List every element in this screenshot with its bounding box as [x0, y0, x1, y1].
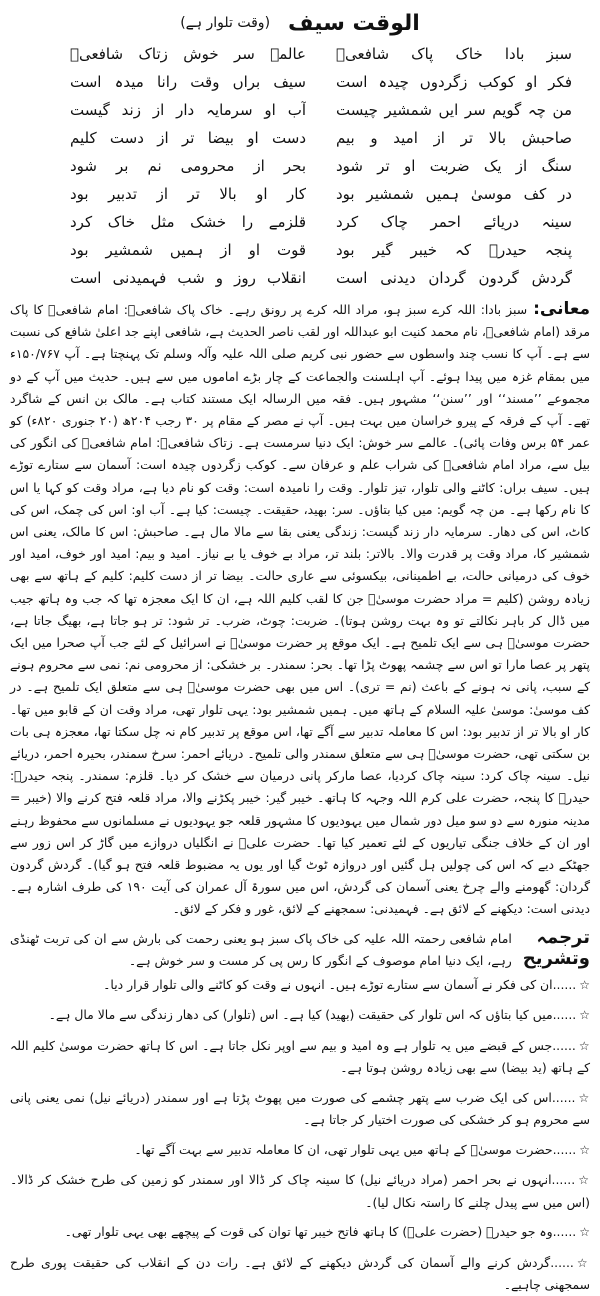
list-item: ☆......جس کے قبضے میں یہ تلوار ہے وہ امید و بیم سے اوپر نکل جاتا ہے۔ اس کا ہاتھ حضرت موسیٰ کلیم اللہ کے ہاتھ (ید بیضا) سے بھی زیادہ روشن ہوتا ہے۔ [10, 1037, 590, 1076]
poem-hemistich: پنجہ حیدرؓ کہ خیبر گیر بود [336, 241, 572, 259]
poem-hemistich: سینہ دریائے احمر چاک کرد [336, 213, 572, 231]
list-item: ☆......ان کی فکر نے آسمان سے ستارے توڑے ہیں۔ انہوں نے وقت کو کاٹنے والی تلوار قرار دیا۔ [103, 976, 590, 992]
poem-hemistich: انقلاب روز و شب فہمیدنی است [70, 269, 306, 287]
poem-hemistich: گردش گردون گردان دیدنی است [336, 269, 572, 287]
star-icon: ☆ [576, 1255, 591, 1270]
list-item: ☆......وہ جو حیدرؓ (حضرت علیؓ) کا ہاتھ فاتح خیبر تھا توان کی قوت کے پیچھے بھی یہی تلوار تھی۔ [64, 1224, 590, 1240]
translation-list [10, 974, 590, 1296]
page-subtitle: (وقت تلوار ہے) [180, 15, 271, 31]
meanings-section [10, 298, 590, 921]
star-icon: ☆ [579, 1008, 590, 1023]
poem-hemistich: آب او سرمایہ دار از زند گیست [70, 101, 306, 119]
poem-hemistich: قوت او از ہمیں شمشیر بود [70, 241, 306, 259]
star-icon: ☆ [578, 1038, 590, 1053]
poem-hemistich: صاحبش بالا تر از امید و بیم [336, 129, 572, 147]
poem-hemistich: در کف موسیٰ ہمیں شمشیر بود [336, 185, 572, 203]
translation-heading-row [10, 927, 590, 972]
translation-heading: ترجمہ وتشریح [522, 926, 590, 969]
poem [10, 44, 590, 296]
star-icon: ☆ [579, 977, 590, 992]
list-item: ☆......اس کی ایک ضرب سے پتھر چشمے کی صورت میں پھوٹ پڑتا ہے اور سمندر (دریائے نیل) نمی یعنی پانی سے محروم ہو کر خشکی کی صورت اختیار کر جاتا ہے۔ [10, 1089, 590, 1128]
star-icon: ☆ [579, 1142, 590, 1157]
translation-intro: امام شافعی رحمتہ اللہ علیہ کی خاک پاک سبز ہو یعنی رحمت کی بارش سے ان کی تربت ٹھنڈی رہے، ایک دنیا امام موصوف کے انگور کا رس پی کر مست و سر خوش ہے۔ [10, 930, 512, 968]
page-title: الوقت سیف [288, 10, 420, 36]
poem-hemistich: سیف براں وقت رانا میدہ است [70, 73, 306, 91]
poem-hemistich: بحر از محرومی نم بر شود [70, 157, 306, 175]
poem-hemistich: سنگ از یک ضربت او تر شود [336, 157, 572, 175]
list-item: ☆......انہوں نے بحر احمر (مراد دریائے نیل) کا سینہ چاک کر ڈالا اور سمندر کو زمین کی طرح خشک کر ڈالا۔ (اس میں سے پیدل چلنے کا راستہ نکال لیا)۔ [10, 1172, 590, 1210]
poem-hemistich: دست او بیضا تر از دست کلیم [70, 129, 306, 147]
list-item: ☆......گردش کرنے والے آسمان کی گردش دیکھنے کے لائق ہے۔ رات دن کے انقلاب کی حقیقت پوری طرح سمجھنی چاہیے۔ [10, 1254, 591, 1293]
star-icon: ☆ [578, 1090, 590, 1105]
poem-hemistich: کار او بالا تر از تدبیر بود [70, 185, 306, 203]
poem-hemistich: فکر او کوکب زگردوں چیدہ است [336, 73, 572, 91]
meanings-heading: معانی: [533, 299, 590, 319]
poem-hemistich: عالمے سر خوش زتاک شافعیؒ [70, 45, 306, 63]
poem-hemistich: من چہ گویم سر ایں شمشیر چیست [336, 101, 572, 119]
poem-hemistich: سبز بادا خاک پاک شافعیؒ [336, 45, 572, 63]
meanings-text: سبز بادا: اللہ کرے سبز ہو، مراد اللہ کرے پر رونق رہے۔ خاک پاک شافعیؒ: امام شافعیؒ کا پاک مرقد (امام شافعیؒ، نام محمد کنیت ابو عبداللہ اور لقب ناصر الحدیث ہے، شافعی اپنے جد اعلیٰ شافع کی نسبت سے ہے۔ آپ کا نسب چند واسطوں سے حضور نبی کریم صلی اللہ علیہ وآلہ وسلم تک پہنچتا ہے۔ آپ ۱۵۰/۷۶۷ء میں بمقام غزہ میں پیدا ہوئے۔ آپ اہلسنت والجماعت کے چار بڑے اماموں میں سے ہیں۔ حدیث میں آپ کے دو مجموعے ’’مسند‘‘ اور ’’سنن‘‘ مشہور ہیں۔ فقہ میں الرسالہ ایک مستند کتاب ہے۔ مالک بن انس کے شاگرد تھے۔ آپ کے فرقہ کے پیرو خراسان میں بہت ہیں۔ آپ نے مصر کے مقام پر ۳۰ رجب ۲۰۴ھ (۲۰ جنوری ۸۲۰ء) کو عمر ۵۴ برس وفات پائی)۔ عالمے سر خوش: ایک دنیا سرمست ہے۔ زتاک شافعیؒ: امام شافعیؒ کی انگور کی بیل سے، مراد امام شافعیؒ کی شراب علم و عرفان سے۔ کوکب زگردوں چیدہ است: آسمان سے ستارے توڑے ہیں۔ سیف براں: کاٹنے والی تلوار، تیز تلوار۔ وقت را نامیدہ است: وقت کو نام دیا ہے، مراد وقت کو کہا یا اس کا نام رکھا ہے۔ من چہ گویم: میں کیا بتاؤں۔ سر: بھید، حقیقت۔ چیست: کیا ہے۔ آب او: اس کی چمک، اس کی کاٹ، اس کی دھار۔ سرمایہ دار زند گیست: زندگی یعنی بقا سے مالا مال ہے۔ صاحبش: اس کا مالک، یعنی اس شمشیر کا، مراد وقت پر قدرت والا۔ بالاتر: بلند تر، مراد بے خوف یا بے نیاز۔ امید و بیم: امید اور خوف، امید اور خوف کی درمیانی حالت، بے اطمینانی، بیکسوئی سے عاری حالت۔ بیضا تر از دست کلیم: کلیم کے ہاتھ سے بھی زیادہ روشن (کلیم = مراد حضرت موسیٰؑ جن کا لقب کلیم اللہ ہے، ان کا ایک معجزہ تھا کہ جب وہ ہاتھ جیب میں ڈال کر باہر نکالتے تو وہ بہت روشن ہوتا)۔ ضربت: چوٹ، ضرب۔ تر شود: تر ہو جاتا ہے، بھیگ جاتا ہے، حضرت موسیٰؑ ہی سے ایک تلمیح ہے۔ ایک موقع پر حضرت موسیٰؑ نے اسرائیل کے لئے جب آپ صحرا میں ایک پتھر پر عصا مارا تو اس سے چشمہ پھوٹ پڑا تھا۔ بحر: سمندر۔ بر خشکی: از محرومی نم: نمی سے محروم ہونے کے سبب، پانی نہ ہونے کے باعث (نم = تری)۔ اس میں بھی حضرت موسیٰؑ ہی سے متعلق ایک تلمیح ہے۔ در کف موسیٰ: موسیٰ علیہ السلام کے ہاتھ میں۔ ہمیں شمشیر بود: یہی تلوار تھی، مراد وقت ان کے قابو میں تھا۔ کار او بالا تر از تدبیر بود: اس کا معاملہ تدبیر سے آگے تھا، اس موقع پر تدبیر کام نہ چل سکتا تھا، معجزہ ہی بات بن سکتی تھی، حضرت موسیٰؑ ہی سے متعلق سمندر والی تلمیح۔ دریائے احمر: سرخ سمندر، بحیرہ احمر، دریائے نیل۔ سینہ چاک کرد: سینہ چاک کردیا، عصا مارکر پانی درمیان سے خشک کر دیا۔ قلزم: سمندر۔ پنجہ حیدرؓ: حیدرؓ کا پنجہ، حضرت علی کرم اللہ وجہہ کا ہاتھ۔ خیبر گیر: خیبر پکڑنے والا، مراد قلعہ فتح کرنے والا (خیبر = مدینہ منورہ سے دو سو میل دور شمال میں یہودیوں کا مشہور قلعہ جو یہودیوں نے مسلمانوں سے محفوظ رہنے اور ان کے خلاف جنگی تیاریوں کے لئے تعمیر کیا تھا۔ حضرت علیؓ نے انگلیاں دروازے میں گاڑ کر اس زور سے جھٹکے دیے کہ اس کی چولیں ہل گئیں اور دروازہ ٹوٹ گیا اور یوں یہ مضبوط قلعہ فتح ہو گیا)۔ گردش گردون گردان: گھومنے والے چرخ یعنی آسمان کی گردش، اس میں سورۃ آل عمران کی آیت ۱۹۰ کی طرف اشارہ ہے۔ دیدنی است: دیکھنے کے لائق ہے۔ فہمیدنی: سمجھنے کے لائق، غور و فکر کے لائق۔ [10, 302, 590, 917]
star-icon: ☆ [578, 1173, 590, 1188]
list-item: ☆......میں کیا بتاؤں کہ اس تلوار کی حقیقت (بھید) کیا ہے۔ اس (تلوار) کی دھار زندگی سے مالا مال ہے۔ [48, 1007, 590, 1023]
poem-hemistich: قلزمے را خشک مثل خاک کرد [70, 213, 306, 231]
title-row [10, 6, 590, 40]
list-item: ☆......حضرت موسیٰؑ کے ہاتھ میں یہی تلوار تھی، ان کا معاملہ تدبیر سے بہت آگے تھا۔ [134, 1141, 590, 1157]
star-icon: ☆ [579, 1225, 590, 1240]
